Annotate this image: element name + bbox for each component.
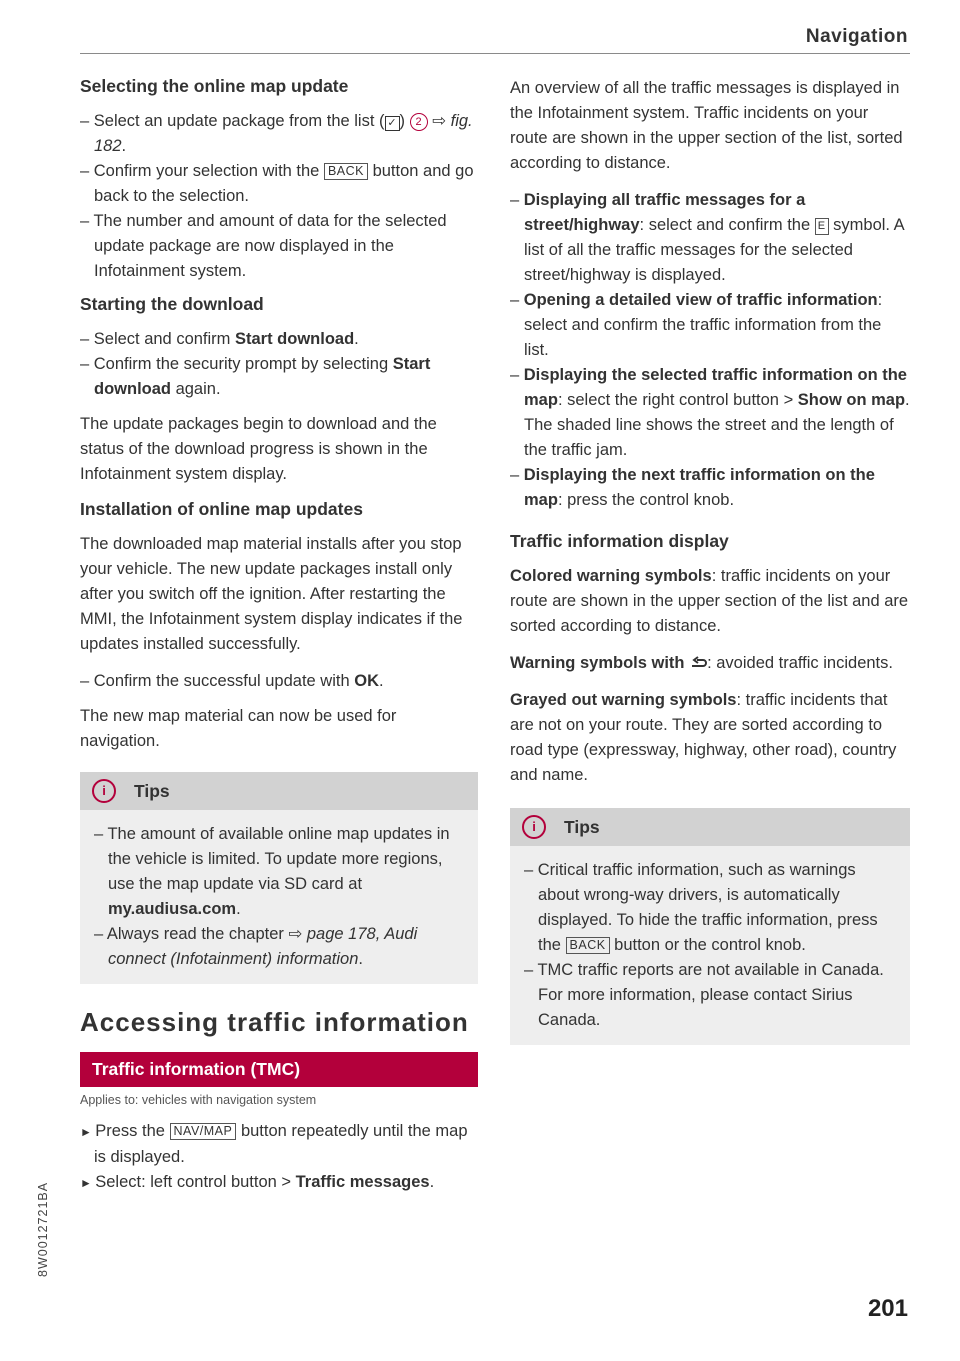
list-item: – Always read the chapter ⇨ page 178, Audi connect (Infotainment) information. [94, 922, 464, 972]
tips-box [510, 808, 910, 1045]
callout-number-icon: 2 [410, 113, 428, 131]
tips-header [510, 808, 910, 846]
traffic-overview-paragraph: An overview of all the traffic messages is displayed in the Infotainment system. Traffic incidents on your route are shown in the upper section of the list, sorted according to distance. [510, 79, 903, 172]
checkbox-icon: ✓ [385, 116, 400, 131]
list-item: – Opening a detailed view of traffic information: select and confirm the traffic information from the list. [510, 288, 910, 363]
heading-starting-download: Starting the download [80, 294, 264, 314]
tips-box [80, 772, 478, 984]
traffic-actions-list [510, 188, 910, 513]
list-item: – Displaying all traffic messages for a street/highway: select and confirm the E symbol. A list of all the traffic messages for the selected street/highway is displayed. [510, 188, 910, 288]
list-item: – Select an update package from the list ( ✓ ) 2 ⇨ fig. 182. [80, 109, 478, 159]
starting-download-list [80, 327, 478, 402]
page-number: 201 [867, 1295, 908, 1322]
grayed-symbols-paragraph: Grayed out warning symbols: traffic incidents that are not on your route. They are sorted according to road type (expressway, highway, other road), country and name. [510, 691, 897, 784]
selecting-update-list [80, 109, 478, 284]
list-item: – The number and amount of data for the selected update package are now displayed in the Infotainment system. [80, 209, 478, 284]
list-item: – Confirm the successful update with OK. [80, 669, 478, 694]
website-link[interactable]: my.audiusa.com [108, 900, 237, 918]
street-symbol-icon: E [815, 218, 829, 235]
main-heading-traffic: Accessing traffic information [80, 1007, 469, 1037]
avoided-route-icon [689, 652, 707, 666]
left-column [80, 76, 478, 1196]
right-column [510, 76, 910, 1055]
installation-paragraph: The downloaded map material installs after you stop your vehicle. The new update packages install only after you switch off the ignition. After restarting the MMI, the Infotainment system display indicates if the updates installed successfully. [80, 535, 463, 653]
colored-symbols-paragraph: Colored warning symbols: traffic incidents on your route are shown in the upper section of the list and are sorted according to distance. [510, 567, 909, 635]
info-icon: i [522, 815, 546, 839]
figure-reference-link[interactable]: ⇨ fig. 182 [94, 112, 473, 155]
tmc-steps-list [80, 1119, 478, 1196]
tips-header [80, 772, 478, 810]
list-item: – Confirm your selection with the BACK button and go back to the selection. [80, 159, 478, 209]
header-divider [80, 53, 910, 54]
list-item: – TMC traffic reports are not available in Canada. For more information, please contact Sirius Canada. [524, 958, 896, 1033]
section-banner-tmc: Traffic information (TMC) [80, 1052, 478, 1087]
installation-list [80, 669, 478, 694]
back-key-label: BACK [324, 163, 368, 180]
heading-traffic-display: Traffic information display [510, 531, 729, 551]
list-item: – Displaying the next traffic information on the map: press the control knob. [510, 463, 910, 513]
section-title: Navigation [805, 26, 908, 47]
tips-title: Tips [134, 780, 170, 801]
list-item: – Displaying the selected traffic information on the map: select the right control button > Show on map. The shaded line shows the street and the length of the traffic jam. [510, 363, 910, 463]
new-map-paragraph: The new map material can now be used for navigation. [80, 707, 397, 750]
tips-title: Tips [564, 816, 600, 837]
page-reference-link[interactable]: ⇨ page 178, Audi connect (Infotainment) information [108, 925, 418, 968]
list-item: – The amount of available online map updates in the vehicle is limited. To update more regions, use the map update via SD card at my.audiusa.com. [94, 822, 464, 922]
avoided-symbols-paragraph: Warning symbols with : avoided traffic incidents. [510, 654, 893, 672]
back-key-label: BACK [566, 937, 610, 954]
list-item: ► Select: left control button > Traffic messages. [80, 1170, 478, 1196]
document-code: 8W0012721BA [36, 1181, 50, 1277]
nav-map-key-label: NAV/MAP [170, 1123, 237, 1140]
heading-installation: Installation of online map updates [80, 499, 363, 519]
download-status-paragraph: The update packages begin to download and the status of the download progress is shown in the Infotainment system display. [80, 415, 437, 483]
list-item: ► Press the NAV/MAP button repeatedly until the map is displayed. [80, 1119, 478, 1170]
info-icon: i [92, 779, 116, 803]
list-item: – Select and confirm Start download. [80, 327, 478, 352]
heading-selecting-update: Selecting the online map update [80, 76, 349, 96]
list-item: – Confirm the security prompt by selecting Start download again. [80, 352, 478, 402]
applies-to-note: Applies to: vehicles with navigation system [80, 1093, 317, 1107]
list-item: – Critical traffic information, such as warnings about wrong-way drivers, is automatically displayed. To hide the traffic information, press the BACK button or the control knob. [524, 858, 896, 958]
